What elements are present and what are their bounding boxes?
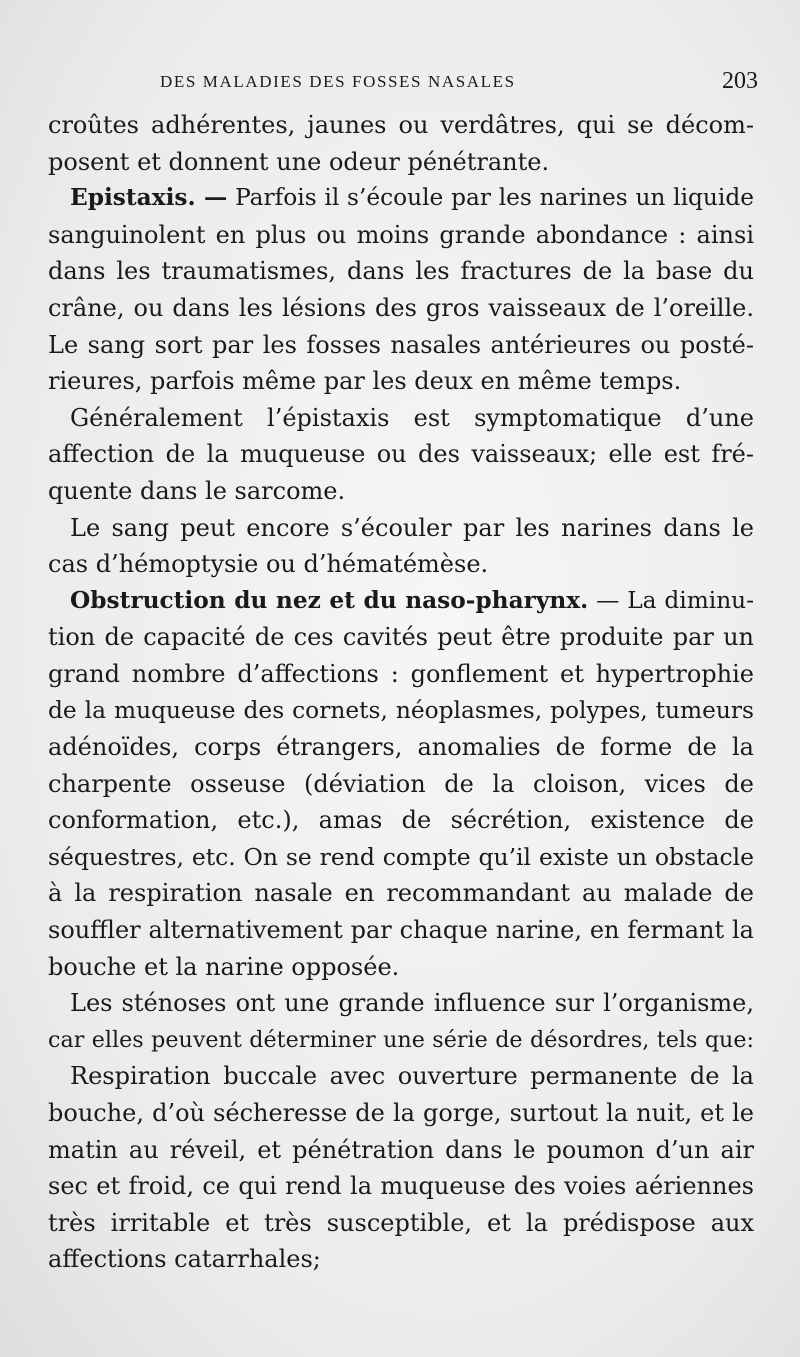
line-text: bouche et la narine opposée. xyxy=(48,952,400,981)
line-text: affections catarrhales; xyxy=(48,1245,321,1274)
text-line xyxy=(48,436,754,473)
line-text: crâne, ou dans les lésions des gros vaisseaux de l’oreille. xyxy=(48,293,754,322)
line-text: séquestres, etc. On se rend compte qu’il existe un obstacle xyxy=(48,842,754,871)
line-text: Respiration buccale avec ouverture permanente de la xyxy=(70,1062,754,1091)
line-text: quente dans le sarcome. xyxy=(48,476,346,505)
text-line xyxy=(48,400,754,437)
line-text: Le sang peut encore s’écouler par les narines dans le xyxy=(70,513,754,542)
line-text: dans les traumatismes, dans les fractures de la base du xyxy=(48,257,754,286)
text-line xyxy=(48,912,754,949)
text-line xyxy=(48,1241,754,1278)
text-line xyxy=(48,619,754,656)
text-line xyxy=(48,363,754,400)
line-text: à la respiration nasale en recommandant au malade de xyxy=(48,879,754,908)
line-text: adénoïdes, corps étrangers, anomalies de forme de la xyxy=(48,733,754,762)
text-line xyxy=(48,1095,754,1132)
line-text: Le sang sort par les fosses nasales antérieures ou posté- xyxy=(48,330,754,359)
text-line xyxy=(48,583,754,620)
text-line xyxy=(48,839,754,876)
running-title: DES MALADIES DES FOSSES NASALES xyxy=(160,72,516,91)
text-line xyxy=(48,473,754,510)
line-text: souffler alternativement par chaque narine, en fermant la xyxy=(48,916,754,945)
text-line xyxy=(48,1132,754,1169)
line-text: charpente osseuse (déviation de la cloison, vices de xyxy=(48,769,754,798)
line-text: rieures, parfois même par les deux en même temps. xyxy=(48,367,682,396)
body-text xyxy=(48,107,754,1278)
line-text: sec et froid, ce qui rend la muqueuse des voies aériennes xyxy=(48,1172,754,1201)
text-line xyxy=(48,510,754,547)
line-text: Les sténoses ont une grande influence sur l’organisme, xyxy=(70,989,754,1018)
text-line xyxy=(48,1205,754,1242)
line-text: — La diminu- xyxy=(588,586,754,614)
line-text: conformation, etc.), amas de sécrétion, existence de xyxy=(48,806,754,835)
text-line xyxy=(48,180,754,217)
text-line xyxy=(48,107,754,144)
text-line xyxy=(48,875,754,912)
text-line xyxy=(48,1168,754,1205)
text-line xyxy=(48,656,754,693)
line-text: car elles peuvent déterminer une série de désordres, tels que: xyxy=(48,1026,754,1053)
text-line xyxy=(48,1022,754,1059)
line-text: posent et donnent une odeur pénétrante. xyxy=(48,147,550,176)
line-text: tion de capacité de ces cavités peut être produite par un xyxy=(48,623,754,652)
line-text: Généralement l’épistaxis est symptomatique d’une xyxy=(70,403,754,432)
line-text: très irritable et très susceptible, et la prédispose aux xyxy=(48,1208,754,1237)
text-line xyxy=(48,729,754,766)
section-heading: Obstruction du nez et du naso-pharynx. xyxy=(70,586,589,614)
line-text: affection de la muqueuse ou des vaisseaux; elle est fré- xyxy=(48,440,754,469)
text-line xyxy=(48,766,754,803)
line-text: de la muqueuse des cornets, néoplasmes, polypes, tumeurs xyxy=(48,696,754,724)
line-text: matin au réveil, et pénétration dans le poumon d’un air xyxy=(48,1135,754,1164)
line-text: cas d’hémoptysie ou d’hématémèse. xyxy=(48,550,489,579)
line-text: bouche, d’où sécheresse de la gorge, surtout la nuit, et le xyxy=(48,1099,754,1128)
section-heading: Epistaxis. — xyxy=(70,184,228,212)
text-line xyxy=(48,253,754,290)
page-header xyxy=(160,68,758,102)
line-text: croûtes adhérentes, jaunes ou verdâtres, qui se décom- xyxy=(48,111,754,139)
text-line xyxy=(48,949,754,986)
text-line xyxy=(48,546,754,583)
text-line xyxy=(48,985,754,1022)
text-line xyxy=(48,327,754,364)
text-line xyxy=(48,290,754,327)
text-line xyxy=(48,1058,754,1095)
text-line xyxy=(48,802,754,839)
line-text: Parfois il s’écoule par les narines un liquide xyxy=(227,184,754,212)
page-number: 203 xyxy=(722,68,758,94)
line-text: sanguinolent en plus ou moins grande abondance : ainsi xyxy=(48,220,754,249)
text-line xyxy=(48,217,754,254)
line-text: grand nombre d’affections : gonflement et hypertrophie xyxy=(48,659,754,688)
text-line xyxy=(48,144,754,181)
text-line xyxy=(48,693,754,730)
